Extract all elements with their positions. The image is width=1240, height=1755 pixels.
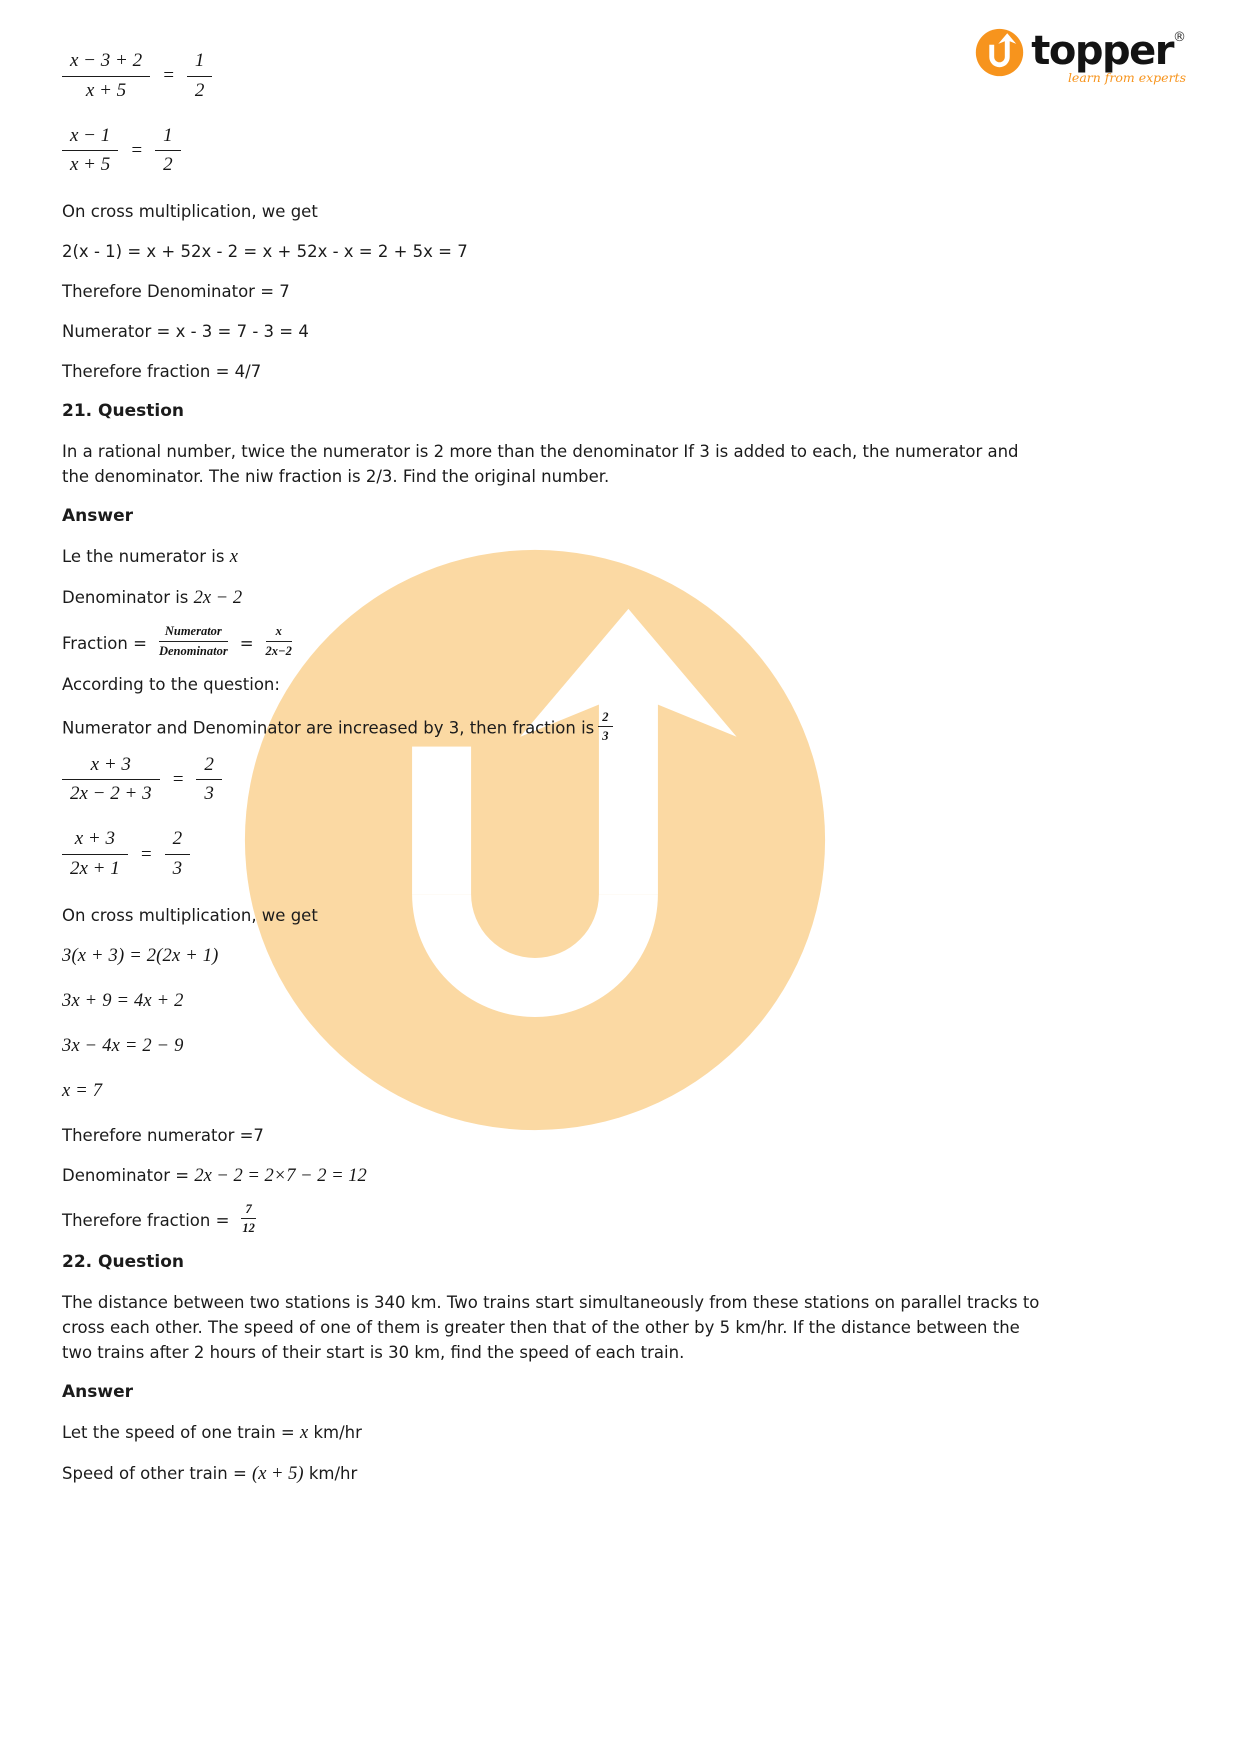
fraction-definition: [62, 626, 1047, 660]
denominator-expression: [62, 585, 1047, 611]
fraction-numerator: 1: [187, 50, 213, 77]
small-fraction: [266, 624, 292, 658]
fraction-conclusion: [62, 1201, 1047, 1238]
text: Fraction =: [62, 633, 147, 653]
question-22-heading: 22. Question: [62, 1251, 184, 1272]
equals-sign: =: [239, 633, 254, 653]
fraction: [196, 754, 222, 807]
fraction-denominator: 2x + 1: [70, 858, 120, 880]
question-21-text: In a rational number, twice the numerator is 2 more than the denominator If 3 is added to each, the numerator and the denominator. The niw fraction is 2/3. Find the original number.: [62, 442, 1019, 487]
text: Let the speed of one train =: [62, 1422, 295, 1442]
fraction: [187, 50, 213, 103]
text: km/hr: [308, 1463, 358, 1483]
brand-name: topper: [1031, 28, 1173, 74]
fraction-numerator: 2: [598, 710, 612, 727]
fraction-denominator: x + 5: [85, 79, 127, 101]
fraction-numerator: x + 3: [62, 754, 160, 781]
cross-multiplication-note: On cross multiplication, we get: [62, 202, 318, 222]
numerator-result: Numerator = x - 3 = 7 - 3 = 4: [62, 322, 309, 342]
equals-sign: =: [139, 843, 153, 865]
fraction-numerator: x: [266, 624, 292, 641]
fraction-result: Therefore fraction = 4/7: [62, 362, 262, 382]
fraction-numerator: 1: [155, 125, 181, 152]
fraction-equation-4: [62, 828, 1170, 881]
answer-label-2: Answer: [62, 1381, 133, 1402]
math-step-4: x = 7: [62, 1080, 103, 1101]
according-note: According to the question:: [62, 674, 280, 694]
expanded-equation: 2(x - 1) = x + 52x - 2 = x + 52x - x = 2 + 5x = 7: [62, 242, 468, 262]
question-21-heading: 21. Question: [62, 401, 184, 422]
denominator-conclusion: [62, 1163, 1047, 1189]
brand-tagline: learn from experts: [1067, 70, 1186, 85]
numerator-assumption: [62, 544, 1047, 570]
utopper-mark-icon: [975, 28, 1024, 77]
fraction-denominator: 12: [242, 1221, 255, 1236]
fraction-numerator: x − 3 + 2: [62, 50, 150, 77]
text: Numerator and Denominator are increased by 3, then fraction is: [62, 718, 595, 738]
equals-sign: =: [130, 139, 144, 161]
fraction-denominator: 3: [602, 729, 609, 744]
numerator-conclusion: Therefore numerator =7: [62, 1125, 264, 1145]
math-x: x: [300, 1422, 309, 1443]
denominator-result: Therefore Denominator = 7: [62, 282, 290, 302]
text: km/hr: [313, 1422, 362, 1442]
fraction-equation-2: [62, 125, 1170, 178]
equals-sign: =: [171, 768, 185, 790]
fraction-numerator: 7: [241, 1202, 255, 1219]
fraction: [165, 828, 191, 881]
fraction-numerator: x + 3: [62, 828, 128, 855]
text: Denominator =: [62, 1165, 190, 1185]
small-fraction-seven-twelfths: [241, 1202, 255, 1236]
fraction: [62, 50, 150, 103]
math-x-plus-5: (x + 5): [252, 1463, 304, 1484]
fraction-denominator: x + 5: [70, 154, 111, 176]
brand-logo: [975, 28, 1186, 85]
math-step-3: 3x − 4x = 2 − 9: [62, 1035, 184, 1056]
math-step-1: 3(x + 3) = 2(2x + 1): [62, 945, 219, 966]
fraction-numerator: x − 1: [62, 125, 118, 152]
math-x: x: [229, 547, 238, 568]
increase-note: [62, 709, 1047, 746]
small-fraction-two-thirds: [598, 710, 612, 744]
fraction-numerator: 2: [196, 754, 222, 781]
small-fraction: [159, 624, 228, 658]
math-2x-2: 2x − 2: [193, 588, 243, 609]
fraction: [62, 125, 118, 178]
fraction-numerator: 2: [165, 828, 191, 855]
fraction-denominator: 2: [163, 154, 173, 176]
registered-mark: ®: [1173, 30, 1186, 45]
math-step-2: 3x + 9 = 4x + 2: [62, 990, 184, 1011]
question-22-text: The distance between two stations is 340 km. Two trains start simultaneously from these stations on parallel tracks to cross each other. The speed of one of them is greater then that of the other by 5 km/hr. If the distance between the two trains after 2 hours of their start is 30 km, find the speed of each train.: [62, 1292, 1040, 1362]
fraction-denominator: Denominator: [158, 643, 228, 658]
fraction-equation-3: [62, 754, 1170, 807]
fraction: [62, 754, 160, 807]
brand-text-block: [1031, 28, 1186, 85]
fraction-denominator: 2: [194, 79, 205, 101]
equals-sign: =: [162, 65, 175, 87]
fraction: [62, 828, 128, 881]
text: Speed of other train =: [62, 1463, 247, 1483]
fraction-denominator: 3: [172, 858, 183, 880]
fraction: [155, 125, 181, 178]
text: Denominator is: [62, 588, 189, 608]
text: Therefore fraction =: [62, 1211, 230, 1231]
cross-multiplication-note-2: On cross multiplication, we get: [62, 905, 318, 925]
fraction-denominator: 3: [204, 783, 214, 805]
fraction-numerator: Numerator: [159, 624, 228, 641]
fraction-denominator: 2x − 2 + 3: [70, 783, 152, 805]
text: Le the numerator is: [62, 547, 225, 567]
math-denominator-calc: 2x − 2 = 2×7 − 2 = 12: [194, 1165, 367, 1186]
answer-label: Answer: [62, 506, 133, 527]
train-speed-other: [62, 1461, 1047, 1487]
train-speed-one: [62, 1420, 1047, 1446]
fraction-denominator: 2x−2: [265, 643, 292, 658]
